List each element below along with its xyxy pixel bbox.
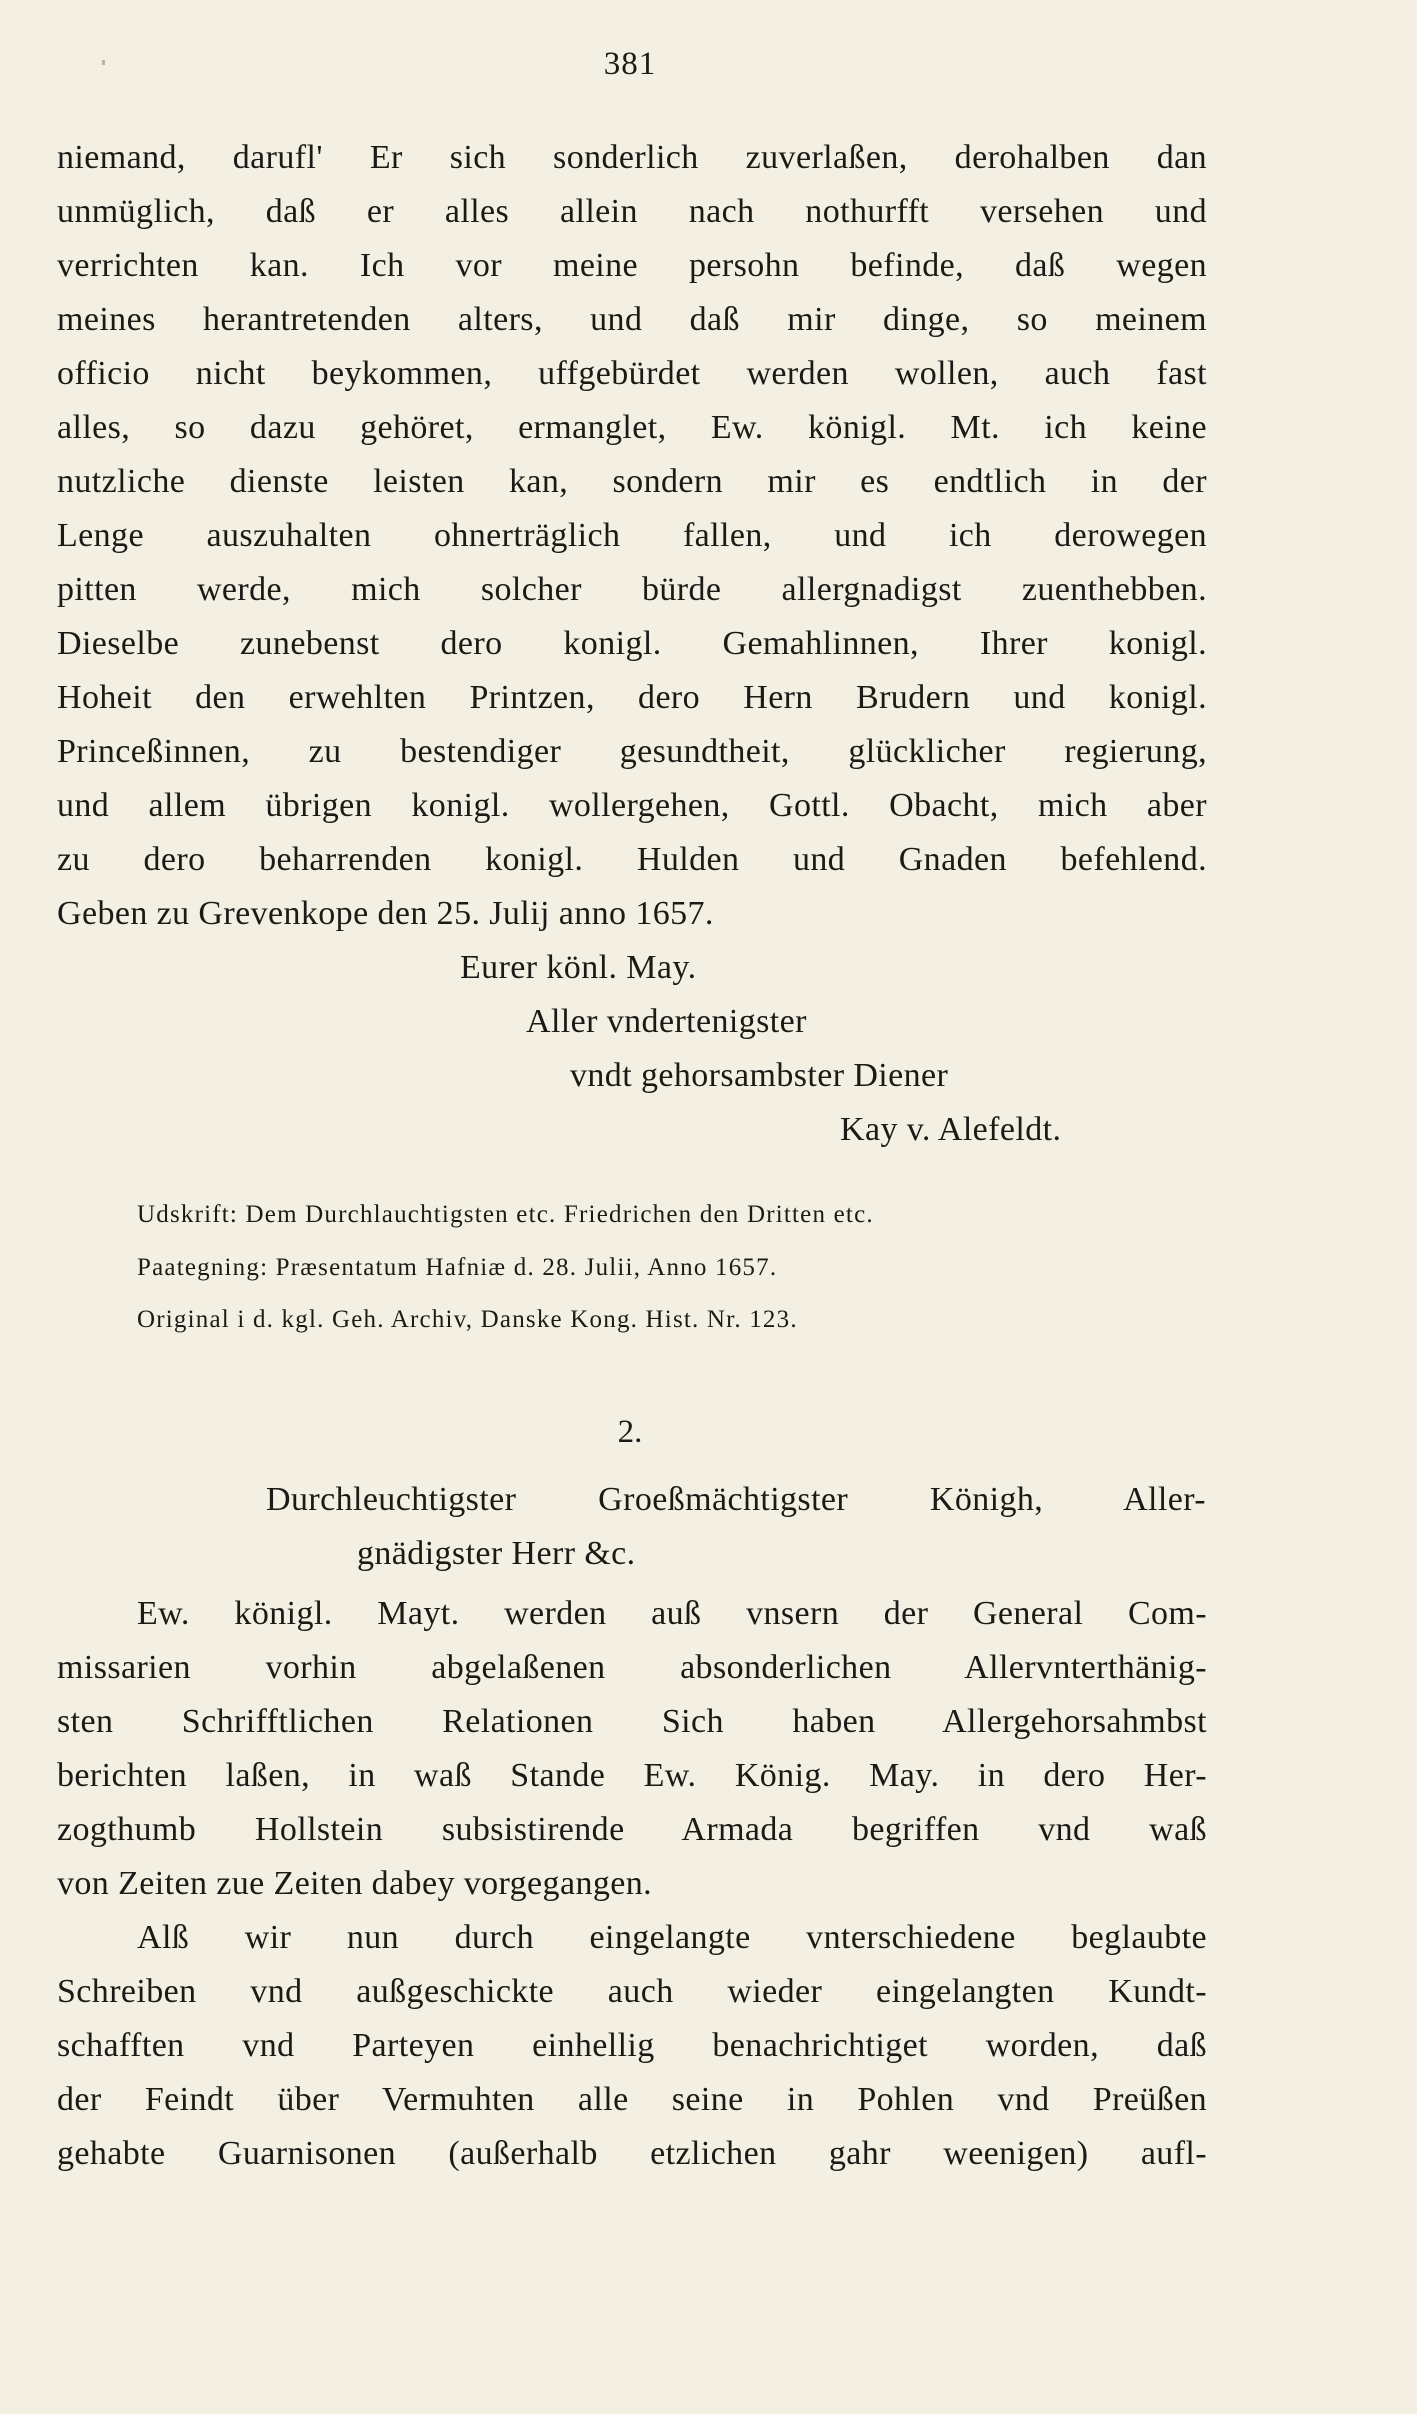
letter1-line-11: Hoheit den erwehlten Printzen, dero Hern Brudern und konigl. bbox=[57, 679, 1207, 716]
letter1-line-7: nutzliche dienste leisten kan, sondern mir es endtlich in der bbox=[57, 463, 1207, 500]
letter2-line-6: von Zeiten zue Zeiten dabey vorgegangen. bbox=[57, 1865, 653, 1902]
letter2-line-9: schafften vnd Parteyen einhellig benachrichtiget worden, daß bbox=[57, 2027, 1207, 2064]
letter2-line-10: der Feindt über Vermuhten alle seine in Pohlen vnd Preüßen bbox=[57, 2081, 1207, 2118]
letter1-line-2: unmüglich, daß er alles allein nach nothurfft versehen und bbox=[57, 193, 1207, 230]
salutation-line-1: Durchleuchtigster Groeßmächtigster Königh, Aller- bbox=[266, 1481, 1206, 1518]
letter1-line-12: Princeßinnen, zu bestendiger gesundtheit, glücklicher regierung, bbox=[57, 733, 1207, 770]
letter2-line-8: Schreiben vnd außgeschickte auch wieder eingelangten Kundt- bbox=[57, 1973, 1207, 2010]
letter1-line-1: niemand, darufl' Er sich sonderlich zuverlaßen, derohalben dan bbox=[57, 139, 1207, 176]
signature-line-2: Aller vndertenigster bbox=[526, 1003, 807, 1040]
note-paategning: Paategning: Præsentatum Hafniæ d. 28. Julii, Anno 1657. bbox=[137, 1254, 778, 1281]
letter2-line-5: zogthumb Hollstein subsistirende Armada begriffen vnd waß bbox=[57, 1811, 1207, 1848]
signature-line-3: vndt gehorsambster Diener bbox=[570, 1057, 949, 1094]
letter1-line-5: officio nicht beykommen, uffgebürdet werden wollen, auch fast bbox=[57, 355, 1207, 392]
letter1-line-10: Dieselbe zunebenst dero konigl. Gemahlinnen, Ihrer konigl. bbox=[57, 625, 1207, 662]
letter1-line-14: zu dero beharrenden konigl. Hulden und Gnaden befehlend. bbox=[57, 841, 1207, 878]
letter1-line-3: verrichten kan. Ich vor meine persohn befinde, daß wegen bbox=[57, 247, 1207, 284]
letter1-line-13: und allem übrigen konigl. wollergehen, Gottl. Obacht, mich aber bbox=[57, 787, 1207, 824]
letter1-line-8: Lenge auszuhalten ohnerträglich fallen, und ich derowegen bbox=[57, 517, 1207, 554]
letter1-date-line: Geben zu Grevenkope den 25. Julij anno 1657. bbox=[57, 895, 714, 932]
letter1-line-6: alles, so dazu gehöret, ermanglet, Ew. königl. Mt. ich keine bbox=[57, 409, 1207, 446]
section-number: 2. bbox=[617, 1414, 643, 1450]
page-number: 381 bbox=[603, 46, 657, 82]
letter2-line-11: gehabte Guarnisonen (außerhalb etzlichen gahr weenigen) aufl- bbox=[57, 2135, 1207, 2172]
letter2-line-3: sten Schrifftlichen Relationen Sich haben Allergehorsahmbst bbox=[57, 1703, 1207, 1740]
note-udskrift: Udskrift: Dem Durchlauchtigsten etc. Friedrichen den Dritten etc. bbox=[137, 1201, 874, 1228]
letter2-line-2: missarien vorhin abgelaßenen absonderlichen Allervnterthänig- bbox=[57, 1649, 1207, 1686]
letter1-line-9: pitten werde, mich solcher bürde allergnadigst zuenthebben. bbox=[57, 571, 1207, 608]
signature-name: Kay v. Alefeldt. bbox=[840, 1111, 1062, 1148]
letter2-line-1: Ew. königl. Mayt. werden auß vnsern der General Com- bbox=[137, 1595, 1207, 1632]
letter2-line-7: Alß wir nun durch eingelangte vnterschiedene beglaubte bbox=[137, 1919, 1207, 1956]
letter1-line-4: meines herantretenden alters, und daß mir dinge, so meinem bbox=[57, 301, 1207, 338]
letter2-line-4: berichten laßen, in waß Stande Ew. König. May. in dero Her- bbox=[57, 1757, 1207, 1794]
note-original: Original i d. kgl. Geh. Archiv, Danske Kong. Hist. Nr. 123. bbox=[137, 1306, 798, 1333]
signature-closing: Eurer könl. May. bbox=[460, 949, 697, 986]
salutation-line-2: gnädigster Herr &c. bbox=[357, 1535, 636, 1572]
